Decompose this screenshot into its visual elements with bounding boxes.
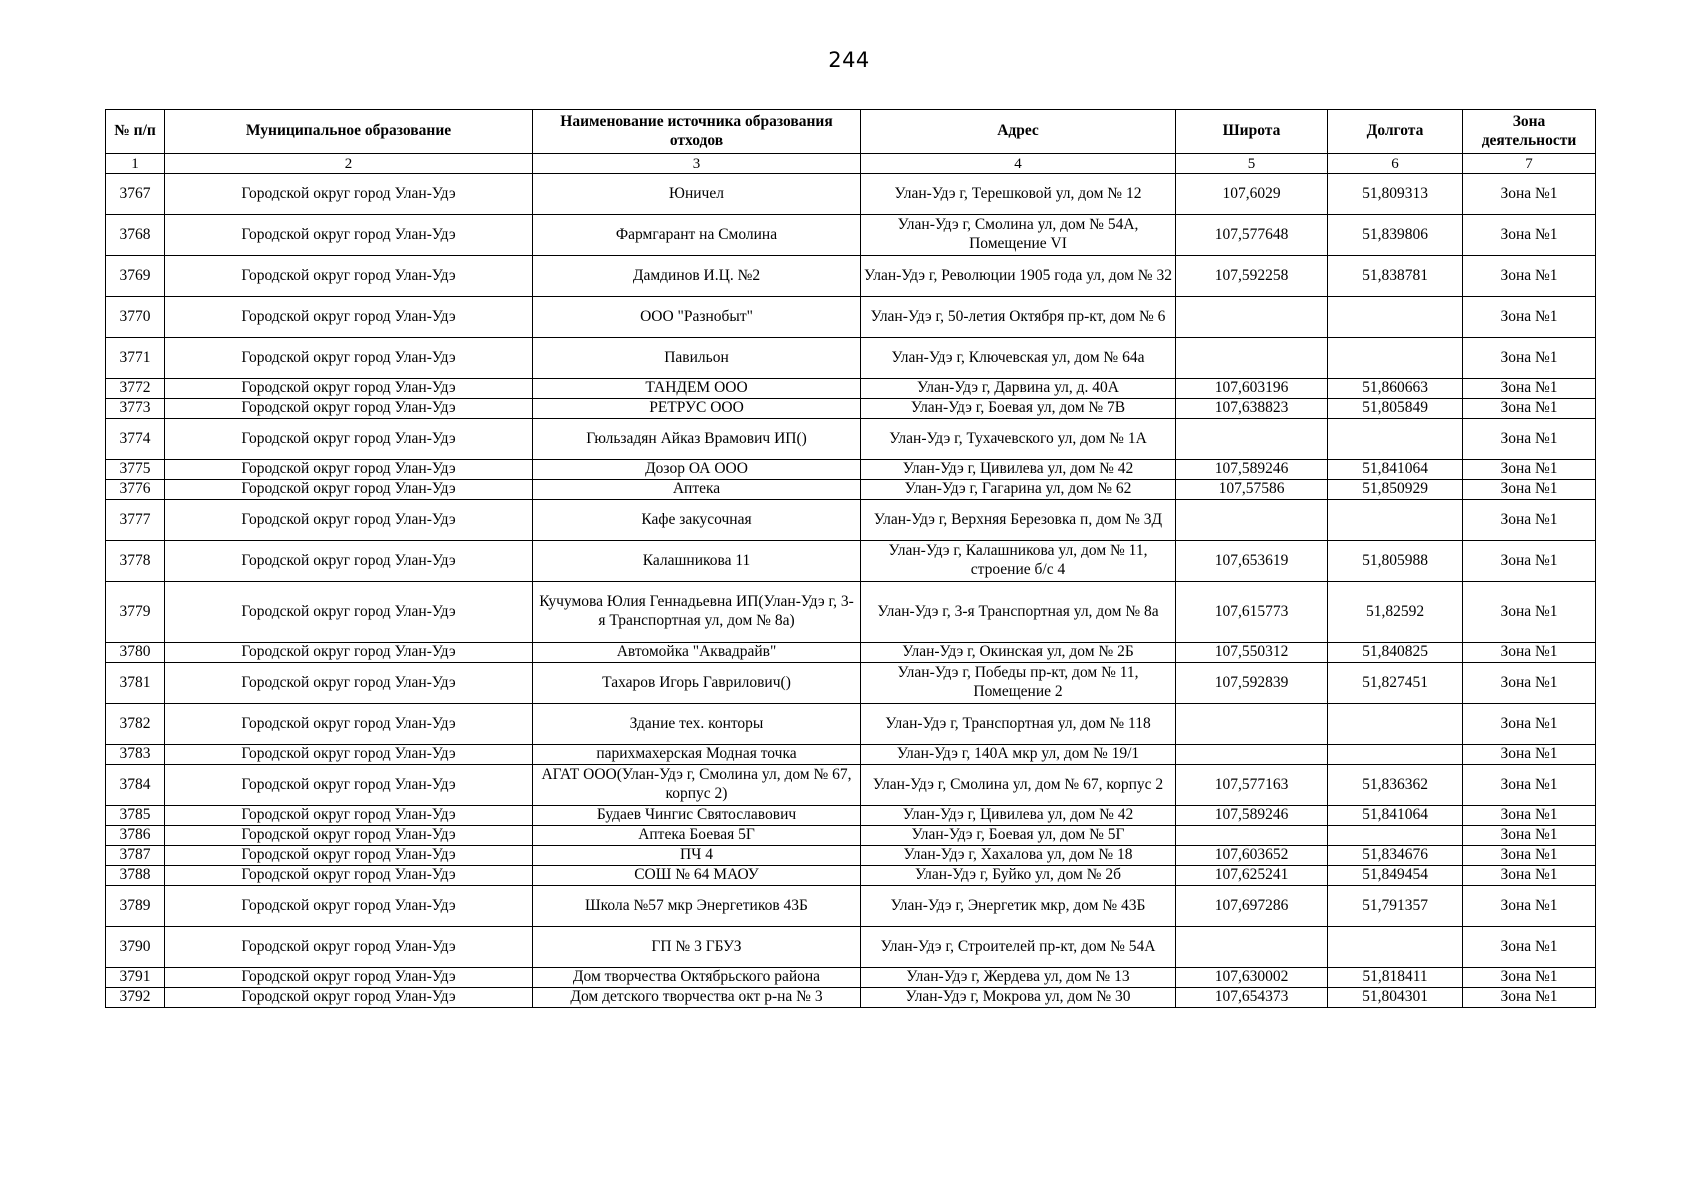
municipality-cell: Городской округ город Улан-Удэ — [165, 338, 533, 379]
column-number: 7 — [1463, 154, 1596, 174]
table-row — [106, 338, 1596, 379]
address-cell: Улан-Удэ г, 140А мкр ул, дом № 19/1 — [861, 745, 1176, 765]
longitude-cell: 51,805849 — [1328, 399, 1463, 419]
municipality-cell: Городской округ город Улан-Удэ — [165, 663, 533, 704]
table-row — [106, 480, 1596, 500]
table-row — [106, 704, 1596, 745]
municipality-cell: Городской округ город Улан-Удэ — [165, 399, 533, 419]
latitude-cell: 107,577163 — [1176, 765, 1328, 806]
municipality-cell: Городской округ город Улан-Удэ — [165, 806, 533, 826]
latitude-cell — [1176, 745, 1328, 765]
address-cell: Улан-Удэ г, Боевая ул, дом № 5Г — [861, 826, 1176, 846]
row-number-cell: 3780 — [106, 643, 165, 663]
address-cell: Улан-Удэ г, Боевая ул, дом № 7В — [861, 399, 1176, 419]
municipality-cell: Городской округ город Улан-Удэ — [165, 765, 533, 806]
column-number: 4 — [861, 154, 1176, 174]
page-number: 244 — [828, 48, 870, 72]
address-cell: Улан-Удэ г, Буйко ул, дом № 2б — [861, 866, 1176, 886]
column-number: 3 — [533, 154, 861, 174]
table-row — [106, 541, 1596, 582]
zone-cell: Зона №1 — [1463, 215, 1596, 256]
latitude-cell: 107,577648 — [1176, 215, 1328, 256]
latitude-cell: 107,630002 — [1176, 968, 1328, 988]
source-name-cell: ТАНДЕМ ООО — [533, 379, 861, 399]
latitude-cell: 107,638823 — [1176, 399, 1328, 419]
source-name-cell: Тахаров Игорь Гаврилович() — [533, 663, 861, 704]
latitude-cell — [1176, 419, 1328, 460]
zone-cell: Зона №1 — [1463, 968, 1596, 988]
latitude-cell: 107,697286 — [1176, 886, 1328, 927]
source-name-cell: Гюльзадян Айказ Врамович ИП() — [533, 419, 861, 460]
zone-cell: Зона №1 — [1463, 500, 1596, 541]
zone-cell: Зона №1 — [1463, 663, 1596, 704]
latitude-cell — [1176, 704, 1328, 745]
longitude-cell: 51,838781 — [1328, 256, 1463, 297]
municipality-cell: Городской округ город Улан-Удэ — [165, 886, 533, 927]
source-name-cell: ООО "Разнобыт" — [533, 297, 861, 338]
row-number-cell: 3784 — [106, 765, 165, 806]
table-row — [106, 745, 1596, 765]
row-number-cell: 3790 — [106, 927, 165, 968]
row-number-cell: 3775 — [106, 460, 165, 480]
zone-cell: Зона №1 — [1463, 419, 1596, 460]
table-row — [106, 886, 1596, 927]
row-number-cell: 3771 — [106, 338, 165, 379]
municipality-cell: Городской округ город Улан-Удэ — [165, 643, 533, 663]
table-row — [106, 297, 1596, 338]
source-name-cell: Автомойка "Аквадрайв" — [533, 643, 861, 663]
table-row — [106, 663, 1596, 704]
longitude-cell: 51,850929 — [1328, 480, 1463, 500]
latitude-cell — [1176, 826, 1328, 846]
latitude-cell: 107,589246 — [1176, 806, 1328, 826]
source-name-cell: Юничел — [533, 174, 861, 215]
source-name-cell: Школа №57 мкр Энергетиков 43Б — [533, 886, 861, 927]
longitude-cell: 51,841064 — [1328, 460, 1463, 480]
row-number-cell: 3772 — [106, 379, 165, 399]
address-cell: Улан-Удэ г, Энергетик мкр, дом № 43Б — [861, 886, 1176, 927]
address-cell: Улан-Удэ г, Смолина ул, дом № 67, корпус 2 — [861, 765, 1176, 806]
latitude-cell: 107,550312 — [1176, 643, 1328, 663]
table-row — [106, 927, 1596, 968]
header-municipality: Муниципальное образование — [165, 110, 533, 154]
row-number-cell: 3778 — [106, 541, 165, 582]
address-cell: Улан-Удэ г, Революции 1905 года ул, дом № 32 — [861, 256, 1176, 297]
zone-cell: Зона №1 — [1463, 541, 1596, 582]
row-number-cell: 3791 — [106, 968, 165, 988]
source-name-cell: Фармгарант на Смолина — [533, 215, 861, 256]
zone-cell: Зона №1 — [1463, 379, 1596, 399]
address-cell: Улан-Удэ г, Строителей пр-кт, дом № 54А — [861, 927, 1176, 968]
municipality-cell: Городской округ город Улан-Удэ — [165, 256, 533, 297]
municipality-cell: Городской округ город Улан-Удэ — [165, 500, 533, 541]
table-row — [106, 256, 1596, 297]
zone-cell: Зона №1 — [1463, 338, 1596, 379]
municipality-cell: Городской округ город Улан-Удэ — [165, 419, 533, 460]
row-number-cell: 3787 — [106, 846, 165, 866]
latitude-cell — [1176, 500, 1328, 541]
latitude-cell — [1176, 338, 1328, 379]
column-number: 6 — [1328, 154, 1463, 174]
zone-cell: Зона №1 — [1463, 460, 1596, 480]
zone-cell: Зона №1 — [1463, 704, 1596, 745]
header-longitude: Долгота — [1328, 110, 1463, 154]
zone-cell: Зона №1 — [1463, 399, 1596, 419]
source-name-cell: Дамдинов И.Ц. №2 — [533, 256, 861, 297]
latitude-cell: 107,603196 — [1176, 379, 1328, 399]
address-cell: Улан-Удэ г, Дарвина ул, д. 40А — [861, 379, 1176, 399]
address-cell: Улан-Удэ г, Победы пр-кт, дом № 11, Помещение 2 — [861, 663, 1176, 704]
zone-cell: Зона №1 — [1463, 988, 1596, 1008]
source-name-cell: Павильон — [533, 338, 861, 379]
table-row — [106, 379, 1596, 399]
municipality-cell: Городской округ город Улан-Удэ — [165, 215, 533, 256]
table-row — [106, 174, 1596, 215]
longitude-cell: 51,840825 — [1328, 643, 1463, 663]
table-row — [106, 968, 1596, 988]
source-name-cell: РЕТРУС ООО — [533, 399, 861, 419]
longitude-cell: 51,818411 — [1328, 968, 1463, 988]
source-name-cell: Дом детского творчества окт р-на № 3 — [533, 988, 861, 1008]
zone-cell: Зона №1 — [1463, 927, 1596, 968]
longitude-cell: 51,805988 — [1328, 541, 1463, 582]
source-name-cell: Будаев Чингис Святославович — [533, 806, 861, 826]
source-name-cell: Здание тех. конторы — [533, 704, 861, 745]
header-latitude: Широта — [1176, 110, 1328, 154]
latitude-cell: 107,653619 — [1176, 541, 1328, 582]
table-row — [106, 582, 1596, 643]
column-number: 2 — [165, 154, 533, 174]
longitude-cell: 51,827451 — [1328, 663, 1463, 704]
header-row — [106, 110, 1596, 154]
source-name-cell: АГАТ ООО(Улан-Удэ г, Смолина ул, дом № 67, корпус 2) — [533, 765, 861, 806]
latitude-cell: 107,625241 — [1176, 866, 1328, 886]
address-cell: Улан-Удэ г, Гагарина ул, дом № 62 — [861, 480, 1176, 500]
source-name-cell: Дом творчества Октябрьского района — [533, 968, 861, 988]
address-cell: Улан-Удэ г, Ключевская ул, дом № 64а — [861, 338, 1176, 379]
row-number-cell: 3785 — [106, 806, 165, 826]
header-source-name: Наименование источника образования отходов — [533, 110, 861, 154]
source-name-cell: Кучумова Юлия Геннадьевна ИП(Улан-Удэ г, 3-я Транспортная ул, дом № 8а) — [533, 582, 861, 643]
table-row — [106, 765, 1596, 806]
municipality-cell: Городской округ город Улан-Удэ — [165, 582, 533, 643]
address-cell: Улан-Удэ г, Тухачевского ул, дом № 1А — [861, 419, 1176, 460]
column-number-row — [106, 154, 1596, 174]
address-cell: Улан-Удэ г, Мокрова ул, дом № 30 — [861, 988, 1176, 1008]
address-cell: Улан-Удэ г, 50-летия Октября пр-кт, дом № 6 — [861, 297, 1176, 338]
address-cell: Улан-Удэ г, Терешковой ул, дом № 12 — [861, 174, 1176, 215]
longitude-cell — [1328, 338, 1463, 379]
row-number-cell: 3782 — [106, 704, 165, 745]
row-number-cell: 3773 — [106, 399, 165, 419]
table-row — [106, 419, 1596, 460]
row-number-cell: 3774 — [106, 419, 165, 460]
longitude-cell — [1328, 500, 1463, 541]
source-name-cell: Аптека Боевая 5Г — [533, 826, 861, 846]
latitude-cell: 107,6029 — [1176, 174, 1328, 215]
latitude-cell — [1176, 297, 1328, 338]
table-row — [106, 460, 1596, 480]
source-name-cell: СОШ № 64 МАОУ — [533, 866, 861, 886]
zone-cell: Зона №1 — [1463, 256, 1596, 297]
table-row — [106, 215, 1596, 256]
address-cell: Улан-Удэ г, Цивилева ул, дом № 42 — [861, 460, 1176, 480]
table-row — [106, 806, 1596, 826]
longitude-cell — [1328, 297, 1463, 338]
source-name-cell: парихмахерская Модная точка — [533, 745, 861, 765]
longitude-cell: 51,804301 — [1328, 988, 1463, 1008]
row-number-cell: 3779 — [106, 582, 165, 643]
latitude-cell: 107,589246 — [1176, 460, 1328, 480]
zone-cell: Зона №1 — [1463, 174, 1596, 215]
address-cell: Улан-Удэ г, Верхняя Березовка п, дом № 3Д — [861, 500, 1176, 541]
latitude-cell: 107,615773 — [1176, 582, 1328, 643]
source-name-cell: Дозор ОА ООО — [533, 460, 861, 480]
row-number-cell: 3783 — [106, 745, 165, 765]
zone-cell: Зона №1 — [1463, 745, 1596, 765]
zone-cell: Зона №1 — [1463, 806, 1596, 826]
table-row — [106, 866, 1596, 886]
table-row — [106, 399, 1596, 419]
table-row — [106, 988, 1596, 1008]
row-number-cell: 3786 — [106, 826, 165, 846]
latitude-cell: 107,57586 — [1176, 480, 1328, 500]
table-body — [106, 174, 1596, 1008]
longitude-cell: 51,841064 — [1328, 806, 1463, 826]
latitude-cell: 107,654373 — [1176, 988, 1328, 1008]
longitude-cell: 51,860663 — [1328, 379, 1463, 399]
address-cell: Улан-Удэ г, Смолина ул, дом № 54А, Помещение VI — [861, 215, 1176, 256]
row-number-cell: 3788 — [106, 866, 165, 886]
row-number-cell: 3770 — [106, 297, 165, 338]
municipality-cell: Городской округ город Улан-Удэ — [165, 866, 533, 886]
table-row — [106, 826, 1596, 846]
address-cell: Улан-Удэ г, Хахалова ул, дом № 18 — [861, 846, 1176, 866]
latitude-cell: 107,592839 — [1176, 663, 1328, 704]
table-row — [106, 846, 1596, 866]
row-number-cell: 3777 — [106, 500, 165, 541]
address-cell: Улан-Удэ г, Цивилева ул, дом № 42 — [861, 806, 1176, 826]
municipality-cell: Городской округ город Улан-Удэ — [165, 480, 533, 500]
longitude-cell: 51,834676 — [1328, 846, 1463, 866]
longitude-cell — [1328, 927, 1463, 968]
latitude-cell: 107,592258 — [1176, 256, 1328, 297]
row-number-cell: 3769 — [106, 256, 165, 297]
zone-cell: Зона №1 — [1463, 582, 1596, 643]
row-number-cell: 3776 — [106, 480, 165, 500]
zone-cell: Зона №1 — [1463, 866, 1596, 886]
municipality-cell: Городской округ город Улан-Удэ — [165, 297, 533, 338]
municipality-cell: Городской округ город Улан-Удэ — [165, 174, 533, 215]
source-name-cell: Калашникова 11 — [533, 541, 861, 582]
zone-cell: Зона №1 — [1463, 846, 1596, 866]
municipality-cell: Городской округ город Улан-Удэ — [165, 541, 533, 582]
municipality-cell: Городской округ город Улан-Удэ — [165, 745, 533, 765]
municipality-cell: Городской округ город Улан-Удэ — [165, 704, 533, 745]
zone-cell: Зона №1 — [1463, 643, 1596, 663]
header-address: Адрес — [861, 110, 1176, 154]
longitude-cell: 51,849454 — [1328, 866, 1463, 886]
table-row — [106, 500, 1596, 541]
source-name-cell: Аптека — [533, 480, 861, 500]
latitude-cell: 107,603652 — [1176, 846, 1328, 866]
municipality-cell: Городской округ город Улан-Удэ — [165, 988, 533, 1008]
address-cell: Улан-Удэ г, Транспортная ул, дом № 118 — [861, 704, 1176, 745]
header-zone: Зона деятельности — [1463, 110, 1596, 154]
address-cell: Улан-Удэ г, Калашникова ул, дом № 11, строение б/с 4 — [861, 541, 1176, 582]
municipality-cell: Городской округ город Улан-Удэ — [165, 968, 533, 988]
row-number-cell: 3792 — [106, 988, 165, 1008]
table-row — [106, 643, 1596, 663]
municipality-cell: Городской округ город Улан-Удэ — [165, 379, 533, 399]
zone-cell: Зона №1 — [1463, 480, 1596, 500]
source-name-cell: ПЧ 4 — [533, 846, 861, 866]
zone-cell: Зона №1 — [1463, 826, 1596, 846]
municipality-cell: Городской округ город Улан-Удэ — [165, 846, 533, 866]
address-cell: Улан-Удэ г, 3-я Транспортная ул, дом № 8а — [861, 582, 1176, 643]
row-number-cell: 3767 — [106, 174, 165, 215]
longitude-cell: 51,82592 — [1328, 582, 1463, 643]
column-number: 5 — [1176, 154, 1328, 174]
address-cell: Улан-Удэ г, Жердева ул, дом № 13 — [861, 968, 1176, 988]
longitude-cell: 51,791357 — [1328, 886, 1463, 927]
longitude-cell — [1328, 826, 1463, 846]
municipality-cell: Городской округ город Улан-Удэ — [165, 460, 533, 480]
zone-cell: Зона №1 — [1463, 765, 1596, 806]
longitude-cell: 51,836362 — [1328, 765, 1463, 806]
longitude-cell — [1328, 419, 1463, 460]
longitude-cell — [1328, 745, 1463, 765]
longitude-cell: 51,809313 — [1328, 174, 1463, 215]
municipality-cell: Городской округ город Улан-Удэ — [165, 826, 533, 846]
row-number-cell: 3768 — [106, 215, 165, 256]
source-name-cell: ГП № 3 ГБУЗ — [533, 927, 861, 968]
zone-cell: Зона №1 — [1463, 886, 1596, 927]
longitude-cell — [1328, 704, 1463, 745]
column-number: 1 — [106, 154, 165, 174]
address-cell: Улан-Удэ г, Окинская ул, дом № 2Б — [861, 643, 1176, 663]
row-number-cell: 3789 — [106, 886, 165, 927]
municipality-cell: Городской округ город Улан-Удэ — [165, 927, 533, 968]
header-num: № п/п — [106, 110, 165, 154]
row-number-cell: 3781 — [106, 663, 165, 704]
latitude-cell — [1176, 927, 1328, 968]
zone-cell: Зона №1 — [1463, 297, 1596, 338]
source-name-cell: Кафе закусочная — [533, 500, 861, 541]
longitude-cell: 51,839806 — [1328, 215, 1463, 256]
waste-sources-table — [105, 109, 1596, 1008]
